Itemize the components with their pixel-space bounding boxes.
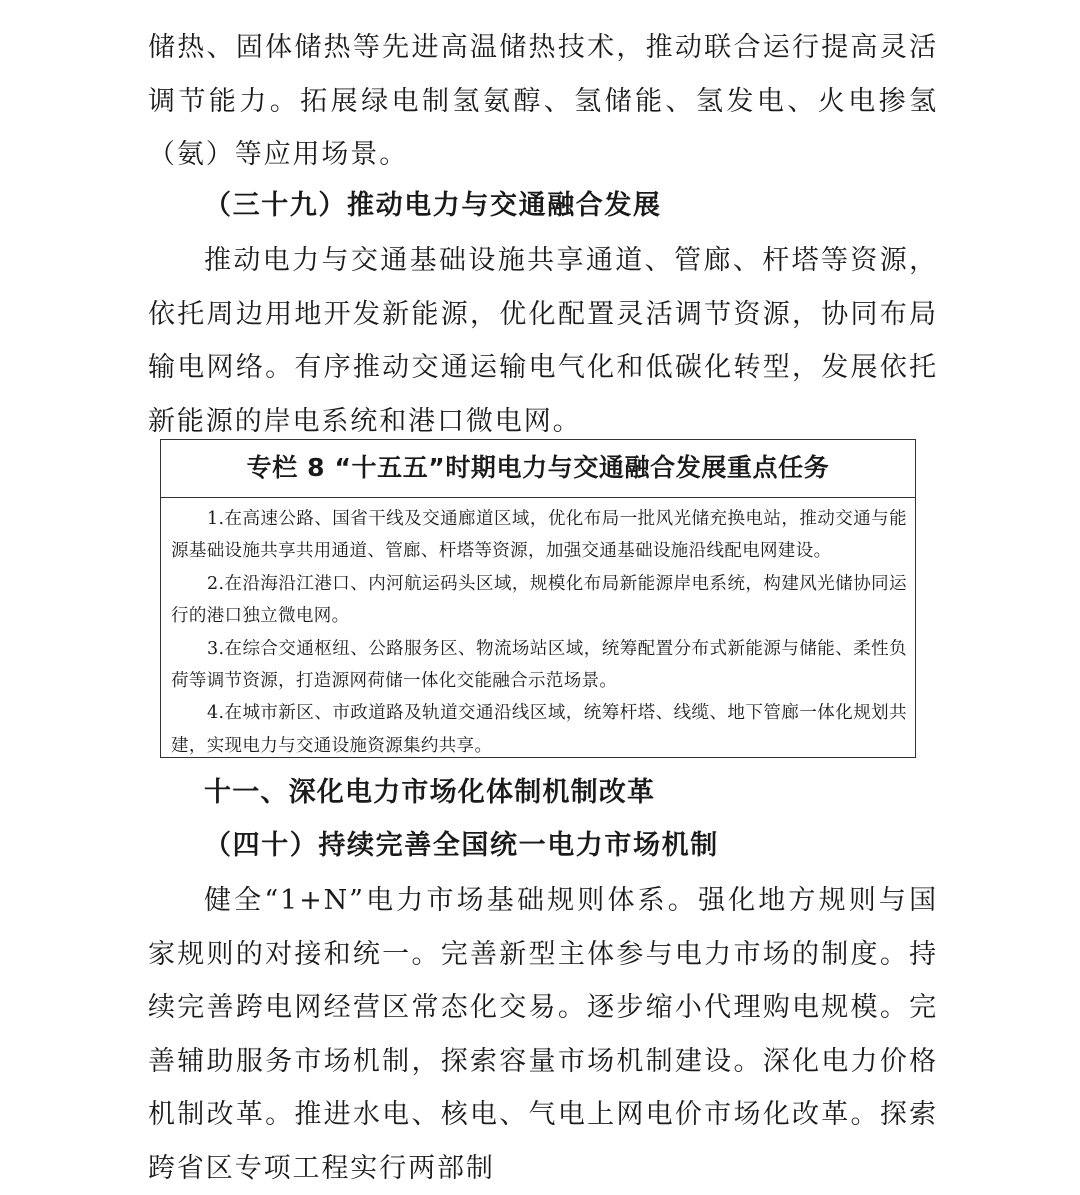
paragraph-heat-storage: 储热、固体储热等先进高温储热技术，推动联合运行提高灵活调节能力。拓展绿电制氢氨醇、氢储能、氢发电、火电掺氢（氨）等应用场景。: [148, 32, 938, 170]
document-page: [148, 0, 938, 1184]
box-item-urban: 4.在城市新区、市政道路及轨道交通沿线区域，统筹杆塔、线缆、地下管廊一体化规划共建，实现电力与交通设施资源集约共享。: [171, 703, 907, 756]
paragraph-power-transport: 推动电力与交通基础设施共享通道、管廊、杆塔等资源，依托周边用地开发新能源，优化配置灵活调节资源，协同布局输电网络。有序推动交通运输电气化和低碳化转型，发展依托新能源的岸电系统和港口微电网。: [148, 245, 938, 437]
subheading-power-transport-integration: （三十九）推动电力与交通融合发展: [204, 190, 662, 221]
column-box-key-tasks: [160, 439, 916, 758]
box-item-port: 2.在沿海沿江港口、内河航运码头区域，规模化布局新能源岸电系统，构建风光储协同运行的港口独立微电网。: [171, 573, 907, 627]
box-item-hub: 3.在综合交通枢纽、公路服务区、物流场站区域，统筹配置分布式新能源与储能、柔性负荷等调节资源，打造源网荷储一体化交能融合示范场景。: [171, 638, 907, 692]
subheading-national-market: （四十）持续完善全国统一电力市场机制: [204, 830, 719, 861]
column-box-body: [161, 498, 915, 762]
box-item-highway: 1.在高速公路、国省干线及交通廊道区域，优化布局一批风光储充换电站，推动交通与能源基础设施共享共用通道、管廊、杆塔等资源，加强交通基础设施沿线配电网建设。: [171, 509, 907, 562]
section-heading-market-reform: 十一、深化电力市场化体制机制改革: [204, 777, 656, 808]
column-box-title: 专栏 8 “十五五”时期电力与交通融合发展重点任务: [161, 440, 915, 498]
paragraph-market-rules: 健全“1+N”电力市场基础规则体系。强化地方规则与国家规则的对接和统一。完善新型主体参与电力市场的制度。持续完善跨电网经营区常态化交易。逐步缩小代理购电规模。完善辅助服务市场机制，探索容量市场机制建设。深化电力价格机制改革。推进水电、核电、气电上网电价市场化改革。探索跨省区专项工程实行两部制: [148, 885, 938, 1184]
